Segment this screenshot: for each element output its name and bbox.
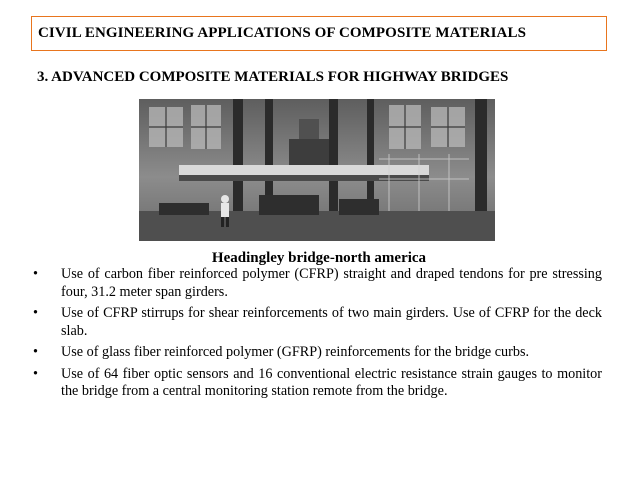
bridge-lab-photo-drawing	[139, 99, 495, 241]
figure-caption: Headingley bridge-north america	[211, 250, 427, 266]
bridge-lab-photo	[139, 99, 495, 241]
title-box	[31, 16, 607, 51]
list-item	[31, 305, 602, 340]
bullet-marker: •	[33, 365, 38, 382]
list-item	[31, 266, 602, 301]
bullet-marker: •	[33, 305, 38, 321]
bullet-text: Use of carbon fiber reinforced polymer (CFRP) straight and draped tendons for pre stressing four, 31.2 meter span girders.	[61, 266, 602, 300]
bullet-text: Use of CFRP stirrups for shear reinforcements of two main girders. Use of CFRP for the deck slab.	[61, 305, 602, 339]
list-item	[31, 366, 602, 401]
bullet-text: Use of 64 fiber optic sensors and 16 conventional electric resistance strain gauges to monitor the bridge from a central monitoring station remote from the bridge.	[61, 365, 602, 399]
list-item	[31, 344, 602, 362]
bullet-text: Use of glass fiber reinforced polymer (GFRP) reinforcements for the bridge curbs.	[61, 344, 530, 360]
bullet-marker: •	[33, 266, 38, 282]
bullet-list	[31, 266, 602, 405]
section-heading: 3. ADVANCED COMPOSITE MATERIALS FOR HIGHWAY BRIDGES	[37, 69, 509, 85]
bullet-marker: •	[33, 344, 38, 360]
slide-title: CIVIL ENGINEERING APPLICATIONS OF COMPOSITE MATERIALS	[38, 25, 527, 41]
